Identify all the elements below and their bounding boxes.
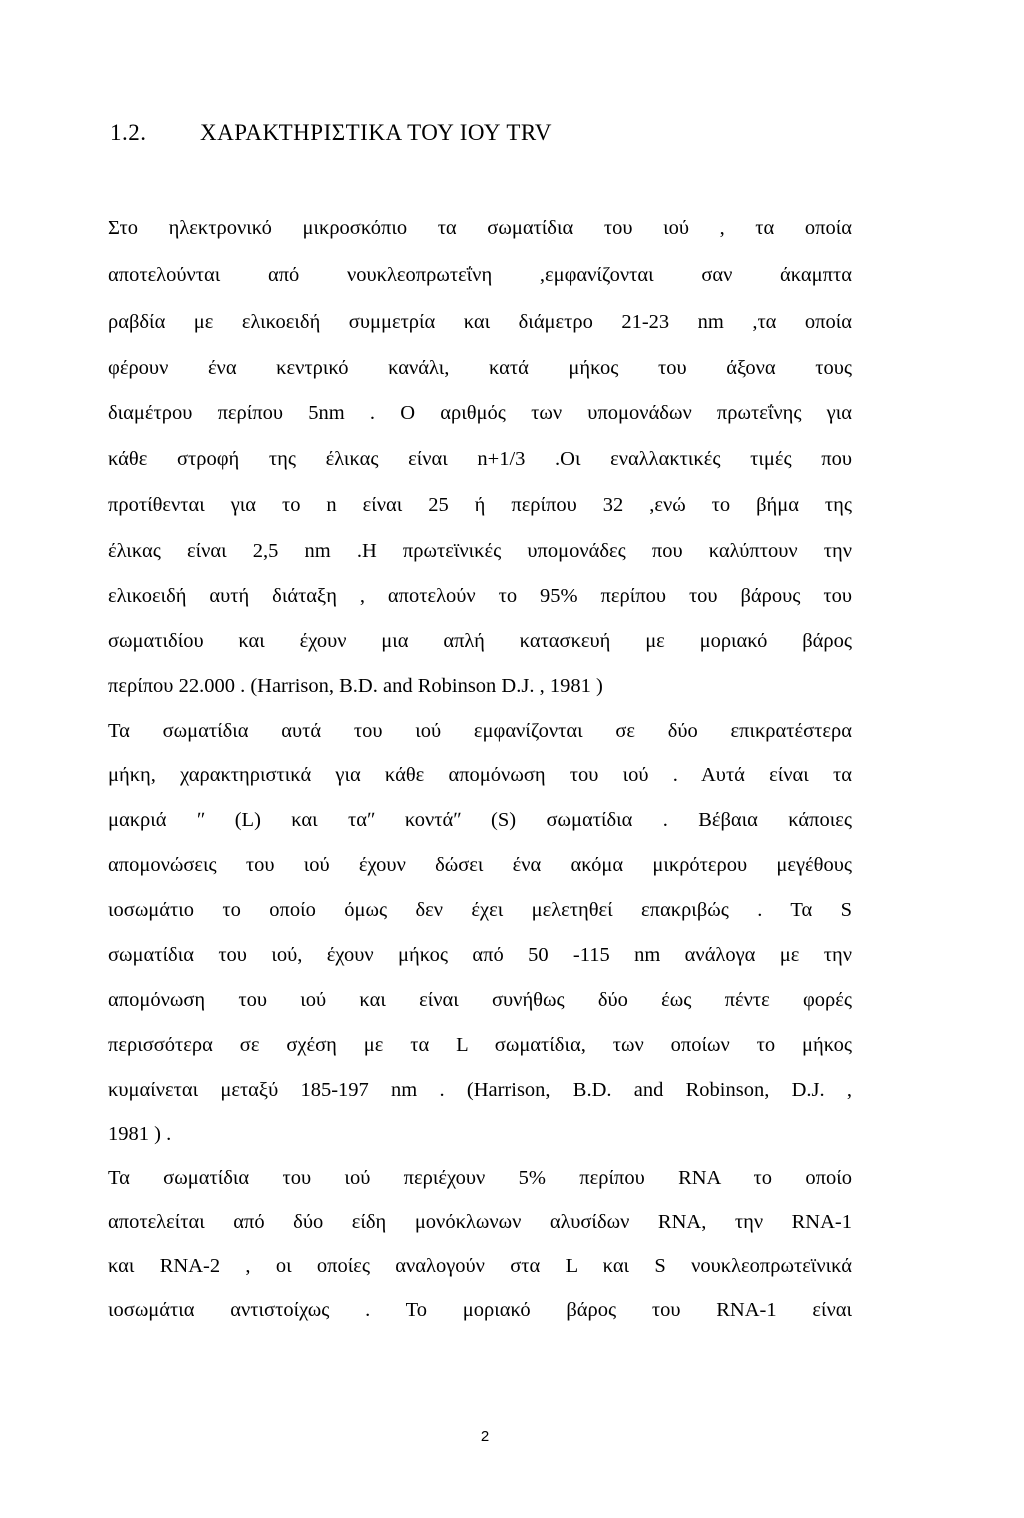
text-line: απομονώσεις του ιού έχουν δώσει ένα ακόμα μικρότερου μεγέθους (108, 854, 852, 876)
section-number: 1.2. (110, 120, 147, 145)
text-line: αποτελείται από δύο είδη μονόκλωνων αλυσίδων RNA, την RNA-1 (108, 1211, 852, 1233)
text-line: και RNA-2 , οι οποίες αναλογούν στα L και S νουκλεοπρωτεϊνικά (108, 1255, 852, 1277)
text-line: φέρουν ένα κεντρικό κανάλι, κατά μήκος του άξονα τους (108, 357, 852, 379)
text-line: ιοσωμάτιο το οποίο όμως δεν έχει μελετηθεί επακριβώς . Τα S (108, 899, 852, 921)
text-line: περισσότερα σε σχέση με τα L σωματίδια, των οποίων το μήκος (108, 1034, 852, 1056)
text-line: απομόνωση του ιού και είναι συνήθως δύο έως πέντε φορές (108, 989, 852, 1011)
text-line: μακριά ʺ (L) και ταʺ κοντάʺ (S) σωματίδια . Βέβαια κάποιες (108, 809, 852, 831)
text-line: διαμέτρου περίπου 5nm . Ο αριθμός των υπομονάδων πρωτεΐνης για (108, 402, 852, 424)
text-line: σωματιδίου και έχουν μια απλή κατασκευή με μοριακό βάρος (108, 630, 852, 652)
text-line: σωματίδια του ιού, έχουν μήκος από 50 -115 nm ανάλογα με την (108, 944, 852, 966)
text-line: 1981 ) . (108, 1123, 172, 1145)
text-line: ραβδία με ελικοειδή συμμετρία και διάμετρο 21-23 nm ,τα οποία (108, 311, 852, 333)
text-line: Στο ηλεκτρονικό μικροσκόπιο τα σωματίδια του ιού , τα οποία (108, 217, 852, 239)
text-line: ιοσωμάτια αντιστοίχως . Το μοριακό βάρος του RNA-1 είναι (108, 1299, 852, 1321)
text-line: Τα σωματίδια του ιού περιέχουν 5% περίπου RNA το οποίο (108, 1167, 852, 1189)
text-line: μήκη, χαρακτηριστικά για κάθε απομόνωση του ιού . Αυτά είναι τα (108, 764, 852, 786)
page-number: 2 (480, 1428, 490, 1445)
text-line: κάθε στροφή της έλικας είναι n+1/3 .Οι εναλλακτικές τιμές που (108, 448, 852, 470)
text-line: αποτελούνται από νουκλεοπρωτεΐνη ,εμφανίζονται σαν άκαμπτα (108, 264, 852, 286)
text-line: προτίθενται για το n είναι 25 ή περίπου 32 ,ενώ το βήμα της (108, 494, 852, 516)
text-line: περίπου 22.000 . (Harrison, B.D. and Robinson D.J. , 1981 ) (108, 675, 603, 697)
text-line: έλικας είναι 2,5 nm .Η πρωτεϊνικές υπομονάδες που καλύπτουν την (108, 540, 852, 562)
section-heading (110, 120, 552, 146)
section-title: ΧΑΡΑΚΤΗΡΙΣΤΙΚΑ ΤΟΥ ΙΟΥ TRV (200, 120, 553, 145)
text-line: κυμαίνεται μεταξύ 185-197 nm . (Harrison, B.D. and Robinson, D.J. , (108, 1079, 852, 1101)
text-line: ελικοειδή αυτή διάταξη , αποτελούν το 95% περίπου του βάρους του (108, 585, 852, 607)
text-line: Τα σωματίδια αυτά του ιού εμφανίζονται σε δύο επικρατέστερα (108, 720, 852, 742)
